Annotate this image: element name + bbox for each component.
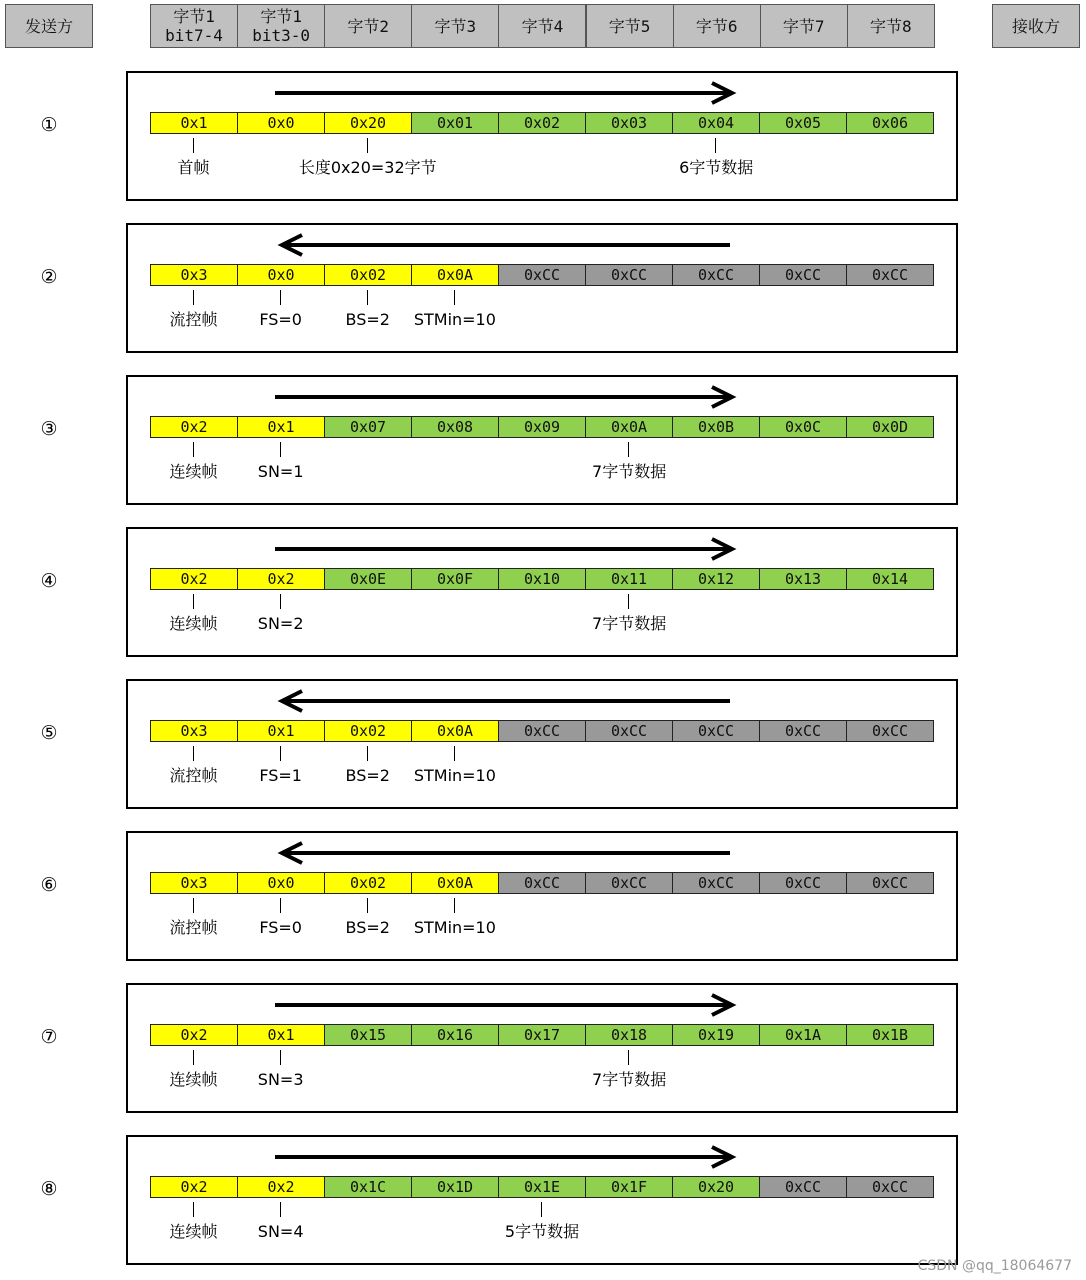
- annotation-tick: [193, 1202, 194, 1217]
- byte-cell: 0xCC: [759, 721, 846, 741]
- annotation-tick: [367, 898, 368, 913]
- annotation-tick: [280, 1050, 281, 1065]
- annotation-label: STMin=10: [413, 310, 496, 329]
- annotation-label: 流控帧: [169, 766, 218, 785]
- step-number: ③: [40, 418, 58, 440]
- annotation-tick: [454, 290, 455, 305]
- byte-cell: 0x1D: [411, 1177, 498, 1197]
- receiver-header: 接收方: [992, 4, 1080, 48]
- byte-column-header: [411, 4, 499, 48]
- byte-cell: 0xCC: [672, 265, 759, 285]
- byte-cell: 0x09: [498, 417, 585, 437]
- annotation-tick: [367, 746, 368, 761]
- byte-column-header-label: 字节6: [695, 16, 738, 36]
- byte-column-header: [324, 4, 412, 48]
- annotation-tick: [280, 746, 281, 761]
- step-number: ⑧: [40, 1178, 58, 1200]
- byte-cell: 0x3: [151, 721, 237, 741]
- byte-cell: 0x12: [672, 569, 759, 589]
- byte-column-header-label: 字节1: [173, 7, 215, 26]
- arrow-left-icon: [150, 233, 750, 257]
- byte-column-header-label: 字节2: [347, 16, 390, 36]
- byte-cell: 0x15: [324, 1025, 411, 1045]
- byte-cell: 0xCC: [498, 873, 585, 893]
- byte-cell: 0xCC: [759, 265, 846, 285]
- byte-cell: 0x1E: [498, 1177, 585, 1197]
- byte-row: [150, 720, 934, 742]
- byte-cell: 0x02: [324, 721, 411, 741]
- annotation-label: FS=0: [259, 310, 302, 329]
- byte-cell: 0x13: [759, 569, 846, 589]
- byte-cell: 0xCC: [585, 873, 672, 893]
- annotation-label: 7字节数据: [592, 1070, 667, 1089]
- annotation-label: 连续帧: [169, 1222, 218, 1241]
- annotation-label: SN=4: [257, 1222, 304, 1241]
- byte-cell: 0x02: [498, 113, 585, 133]
- annotation-tick: [280, 594, 281, 609]
- byte-cell: 0xCC: [846, 873, 933, 893]
- annotation-tick: [454, 746, 455, 761]
- annotation-tick: [454, 898, 455, 913]
- byte-column-header: [150, 4, 238, 48]
- byte-column-header-label: 字节4: [521, 16, 564, 36]
- step-number: ⑤: [40, 722, 58, 744]
- arrow-left-icon: [150, 689, 750, 713]
- annotation-tick: [193, 290, 194, 305]
- annotation-tick: [193, 594, 194, 609]
- byte-column-header-label: 字节1: [260, 7, 302, 26]
- byte-cell: 0x10: [498, 569, 585, 589]
- byte-cell: 0xCC: [585, 265, 672, 285]
- byte-cell: 0x16: [411, 1025, 498, 1045]
- byte-cell: 0x11: [585, 569, 672, 589]
- byte-cell: 0x2: [151, 1177, 237, 1197]
- byte-cell: 0x1A: [759, 1025, 846, 1045]
- annotation-label: BS=2: [345, 918, 390, 937]
- byte-cell: 0x0A: [411, 721, 498, 741]
- annotation-tick: [541, 1202, 542, 1217]
- byte-column-header-label: bit7-4: [165, 26, 223, 45]
- byte-cell: 0x04: [672, 113, 759, 133]
- annotation-label: 流控帧: [169, 310, 218, 329]
- annotation-tick: [367, 290, 368, 305]
- annotation-label: SN=3: [257, 1070, 304, 1089]
- byte-column-header-label: 字节3: [434, 16, 477, 36]
- annotation-label: 连续帧: [169, 614, 218, 633]
- annotation-tick: [367, 138, 368, 153]
- byte-column-header: [673, 4, 761, 48]
- annotation-tick: [193, 898, 194, 913]
- byte-column-header-label: 字节8: [870, 16, 912, 36]
- annotation-label: 7字节数据: [592, 614, 667, 633]
- byte-cell: 0xCC: [672, 721, 759, 741]
- byte-row: [150, 872, 934, 894]
- byte-cell: 0x01: [411, 113, 498, 133]
- byte-cell: 0x2: [151, 569, 237, 589]
- byte-row: [150, 568, 934, 590]
- annotation-label: 6字节数据: [679, 158, 754, 177]
- byte-row: [150, 1024, 934, 1046]
- byte-cell: 0xCC: [846, 1177, 933, 1197]
- byte-cell: 0x2: [151, 1025, 237, 1045]
- byte-column-header-label: bit3-0: [252, 26, 311, 45]
- byte-cell: 0xCC: [759, 1177, 846, 1197]
- arrow-right-icon: [150, 537, 750, 561]
- byte-cell: 0x0E: [324, 569, 411, 589]
- annotation-label: 连续帧: [169, 462, 218, 481]
- byte-cell: 0x20: [324, 113, 411, 133]
- byte-column-header-label: 字节7: [782, 16, 825, 36]
- annotation-tick: [193, 138, 194, 153]
- byte-cell: 0x0A: [585, 417, 672, 437]
- byte-cell: 0x0: [237, 265, 324, 285]
- annotation-label: STMin=10: [413, 766, 496, 785]
- arrow-right-icon: [150, 385, 750, 409]
- watermark: CSDN @qq_18064677: [917, 1258, 1072, 1274]
- annotation-tick: [628, 1050, 629, 1065]
- byte-row: [150, 264, 934, 286]
- byte-cell: 0x14: [846, 569, 933, 589]
- byte-cell: 0x1: [237, 721, 324, 741]
- annotation-tick: [193, 442, 194, 457]
- annotation-label: SN=1: [257, 462, 304, 481]
- byte-cell: 0x1C: [324, 1177, 411, 1197]
- byte-column-header: [498, 4, 586, 48]
- annotation-label: SN=2: [257, 614, 304, 633]
- annotation-tick: [628, 442, 629, 457]
- byte-cell: 0x0C: [759, 417, 846, 437]
- byte-cell: 0x0F: [411, 569, 498, 589]
- byte-row: [150, 112, 934, 134]
- byte-cell: 0x06: [846, 113, 933, 133]
- step-number: ⑥: [40, 874, 58, 896]
- byte-column-header: [847, 4, 935, 48]
- annotation-tick: [193, 1050, 194, 1065]
- annotation-tick: [280, 290, 281, 305]
- byte-cell: 0x3: [151, 873, 237, 893]
- arrow-right-icon: [150, 993, 750, 1017]
- annotation-tick: [280, 898, 281, 913]
- byte-cell: 0xCC: [672, 873, 759, 893]
- byte-cell: 0x0: [237, 113, 324, 133]
- byte-cell: 0x08: [411, 417, 498, 437]
- annotation-label: 5字节数据: [504, 1222, 580, 1241]
- annotation-label: FS=0: [259, 918, 302, 937]
- annotation-tick: [715, 138, 716, 153]
- byte-cell: 0x18: [585, 1025, 672, 1045]
- byte-cell: 0x02: [324, 873, 411, 893]
- step-number: ⑦: [40, 1026, 58, 1048]
- annotation-label: BS=2: [345, 310, 390, 329]
- byte-cell: 0x1F: [585, 1177, 672, 1197]
- arrow-left-icon: [150, 841, 750, 865]
- byte-cell: 0x0: [237, 873, 324, 893]
- byte-cell: 0xCC: [846, 265, 933, 285]
- annotation-label: STMin=10: [413, 918, 496, 937]
- byte-cell: 0x2: [151, 417, 237, 437]
- byte-cell: 0x1: [151, 113, 237, 133]
- byte-cell: 0x02: [324, 265, 411, 285]
- byte-cell: 0x17: [498, 1025, 585, 1045]
- byte-cell: 0x2: [237, 1177, 324, 1197]
- byte-cell: 0x19: [672, 1025, 759, 1045]
- byte-cell: 0x03: [585, 113, 672, 133]
- step-number: ②: [40, 266, 58, 288]
- arrow-right-icon: [150, 81, 750, 105]
- annotation-label: BS=2: [345, 766, 390, 785]
- annotation-tick: [280, 442, 281, 457]
- byte-cell: 0x05: [759, 113, 846, 133]
- byte-cell: 0xCC: [498, 721, 585, 741]
- annotation-tick: [193, 746, 194, 761]
- byte-cell: 0x20: [672, 1177, 759, 1197]
- annotation-tick: [628, 594, 629, 609]
- annotation-label: 流控帧: [169, 918, 218, 937]
- byte-row: [150, 1176, 934, 1198]
- byte-cell: 0x0D: [846, 417, 933, 437]
- byte-cell: 0x1: [237, 1025, 324, 1045]
- annotation-label: 连续帧: [169, 1070, 218, 1089]
- byte-column-header: [237, 4, 325, 48]
- step-number: ①: [40, 114, 58, 136]
- byte-cell: 0x2: [237, 569, 324, 589]
- annotation-label: 首帧: [177, 158, 210, 177]
- byte-cell: 0xCC: [759, 873, 846, 893]
- byte-cell: 0x0B: [672, 417, 759, 437]
- annotation-label: 7字节数据: [592, 462, 667, 481]
- step-number: ④: [40, 570, 58, 592]
- byte-cell: 0x1B: [846, 1025, 933, 1045]
- byte-column-header-label: 字节5: [608, 16, 651, 36]
- byte-row: [150, 416, 934, 438]
- annotation-label: FS=1: [259, 766, 302, 785]
- byte-cell: 0xCC: [846, 721, 933, 741]
- byte-cell: 0xCC: [498, 265, 585, 285]
- byte-cell: 0x1: [237, 417, 324, 437]
- byte-cell: 0x3: [151, 265, 237, 285]
- byte-column-header: [586, 4, 674, 48]
- arrow-right-icon: [150, 1145, 750, 1169]
- byte-cell: 0x0A: [411, 265, 498, 285]
- annotation-label: 长度0x20=32字节: [298, 158, 437, 177]
- annotation-tick: [280, 1202, 281, 1217]
- sender-header: 发送方: [5, 4, 93, 48]
- byte-column-header: [760, 4, 848, 48]
- byte-cell: 0x07: [324, 417, 411, 437]
- byte-cell: 0x0A: [411, 873, 498, 893]
- byte-cell: 0xCC: [585, 721, 672, 741]
